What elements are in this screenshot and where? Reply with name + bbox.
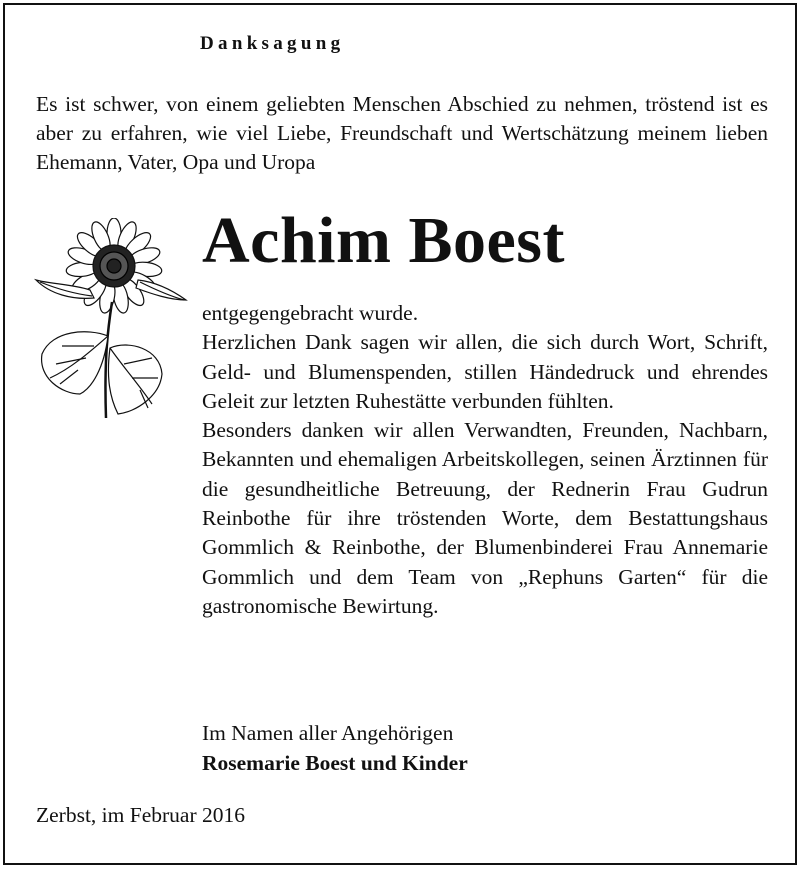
notice-body (202, 299, 768, 621)
signature-line: Im Namen aller Angehörigen (202, 721, 454, 745)
intro-text: Es ist schwer, von einem geliebten Menschen Abschied zu nehmen, tröstend ist es aber zu erfahren, wie viel Liebe, Freundschaft und Wertschätzung meinem lieben Ehemann, Vater, Opa und Uropa (36, 92, 768, 174)
place-date: Zerbst, im Februar 2016 (36, 803, 245, 827)
signature-block (202, 718, 468, 778)
body-paragraph: Besonders danken wir allen Verwandten, Freunden, Nachbarn, Bekannten und ehemaligen Arbeitskollegen, seinen Ärztinnen für die gesundheitliche Betreuung, der Rednerin Frau Gudrun Reinbothe für ihre tröstenden Worte, dem Bestattungshaus Gommlich & Reinbothe, der Blumenbinderei Frau Annemarie Gommlich und dem Team von „Rephuns Garten“ für die gastronomische Bewirtung. (202, 418, 768, 618)
body-paragraph: Herzlichen Dank sagen wir allen, die sich durch Wort, Schrift, Geld- und Blumenspenden, stillen Händedruck und ehrendes Geleit zur letzten Ruhestätte verbunden fühlten. (202, 330, 768, 413)
signature-names: Rosemarie Boest und Kinder (202, 751, 468, 775)
sunflower-icon (32, 218, 192, 428)
deceased-name: Achim Boest (202, 204, 565, 277)
notice-heading: Danksagung (200, 33, 345, 54)
body-paragraph: entgegengebracht wurde. (202, 301, 419, 325)
